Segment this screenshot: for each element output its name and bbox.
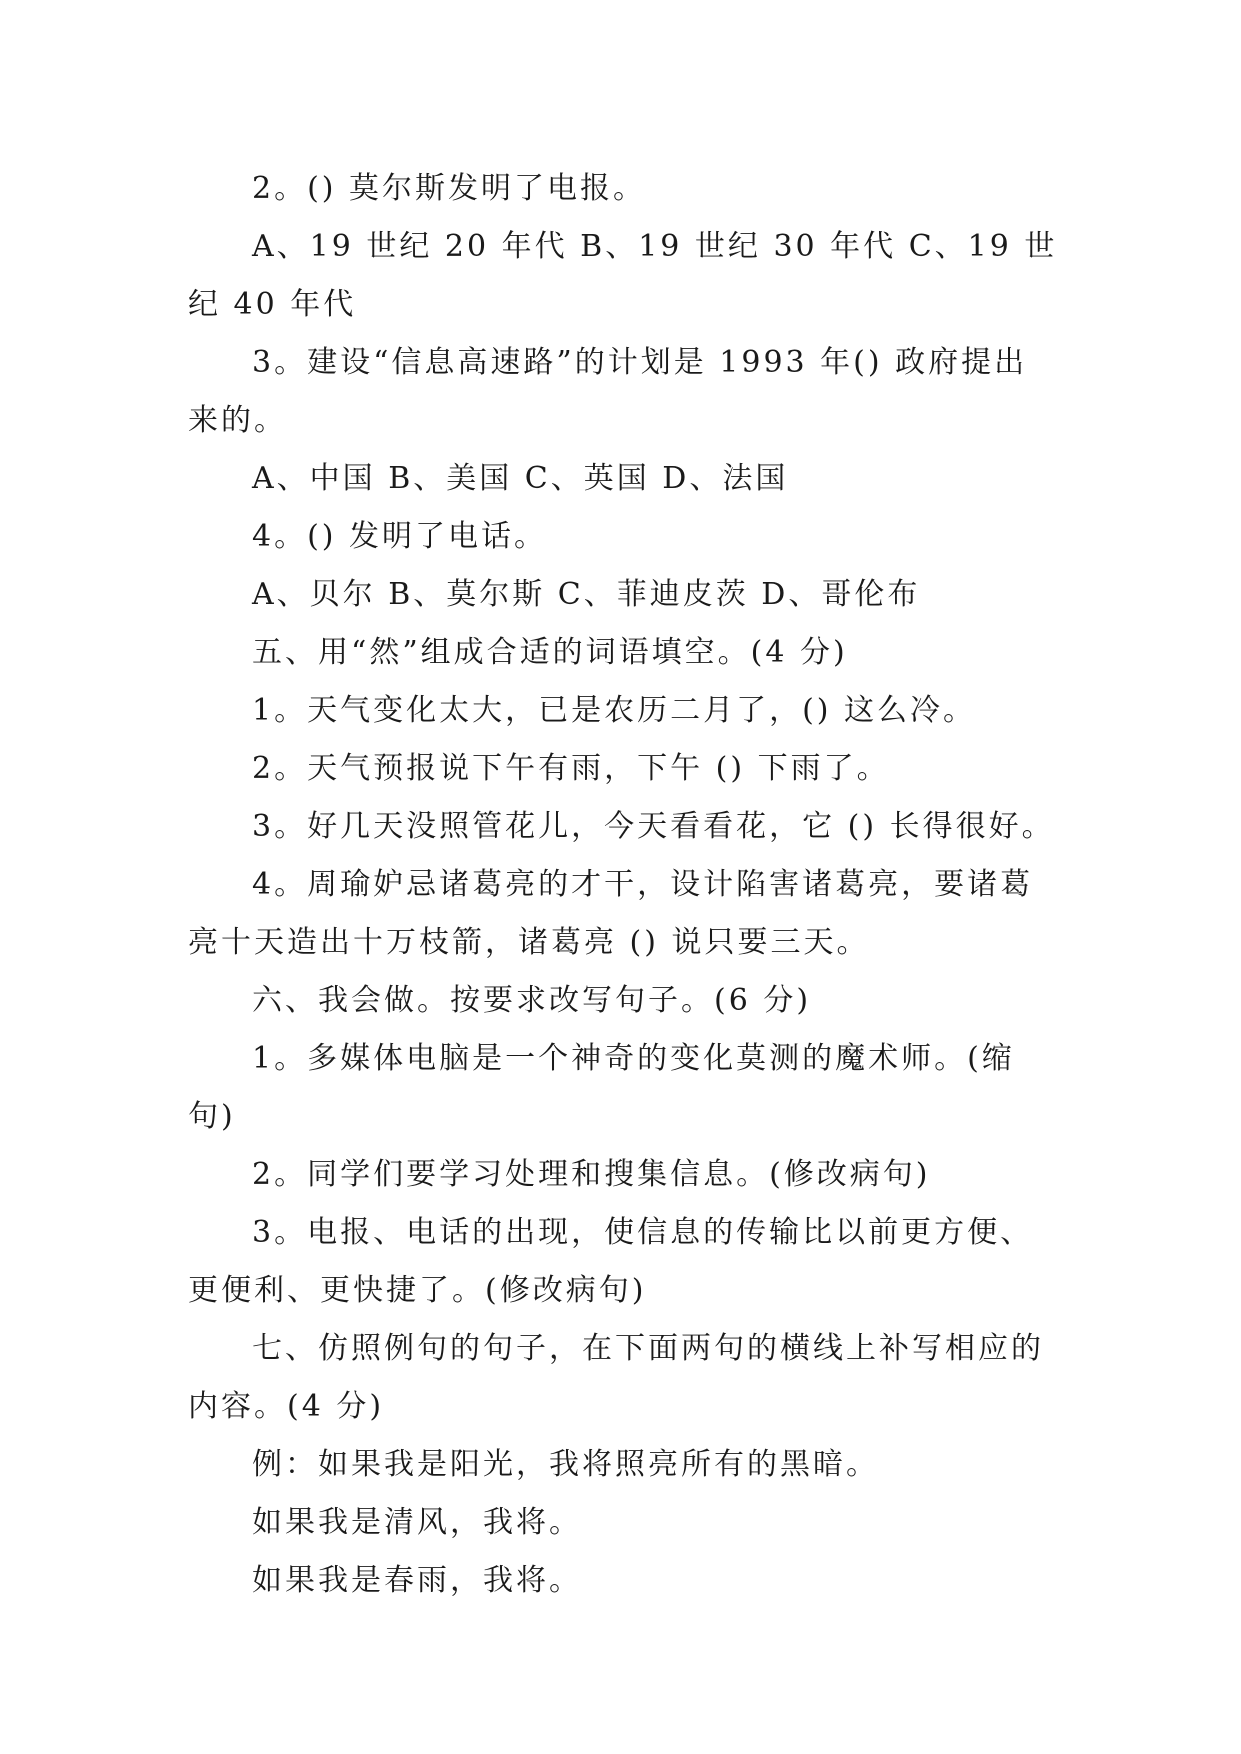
question-3-options: A、中国 B、美国 C、英国 D、法国 (252, 461, 789, 496)
question-2-options: A、19 世纪 20 年代 B、19 世纪 30 年代 C、19 世纪 40 年代 (188, 229, 1058, 322)
section-5-item-4: 4。周瑜妒忌诸葛亮的才干，设计陷害诸葛亮，要诸葛亮十天造出十万枝箭，诸葛亮 () 说只要三天。 (188, 867, 1034, 960)
question-2-stem: 2。() 莫尔斯发明了电报。 (252, 171, 647, 206)
section-6-item-3: 3。电报、电话的出现，使信息的传输比以前更方便、更便利、更快捷了。(修改病句) (188, 1215, 1034, 1308)
section-5-item-2: 2。天气预报说下午有雨，下午 () 下雨了。 (252, 751, 890, 786)
section-7-example: 例：如果我是阳光，我将照亮所有的黑暗。 (252, 1447, 879, 1482)
section-6-item-1: 1。多媒体电脑是一个神奇的变化莫测的魔术师。(缩句) (188, 1041, 1015, 1134)
section-6-item-2: 2。同学们要学习处理和搜集信息。(修改病句) (252, 1157, 931, 1192)
question-4-stem: 4。() 发明了电话。 (252, 519, 548, 554)
section-7-item-1: 如果我是清风，我将。 (252, 1505, 582, 1540)
section-5-item-3: 3。好几天没照管花儿，今天看看花，它 () 长得很好。 (252, 809, 1055, 844)
question-3-stem: 3。建设“信息高速路”的计划是 1993 年() 政府提出来的。 (188, 345, 1028, 438)
section-7-heading: 七、仿照例句的句子，在下面两句的横线上补写相应的内容。(4 分) (188, 1331, 1044, 1424)
document-body (188, 160, 1058, 1610)
section-6-heading: 六、我会做。按要求改写句子。(6 分) (252, 983, 812, 1018)
section-7-item-2: 如果我是春雨，我将。 (252, 1563, 582, 1598)
section-5-heading: 五、用“然”组成合适的词语填空。(4 分) (252, 635, 848, 670)
section-5-item-1: 1。天气变化太大，已是农历二月了，() 这么冷。 (252, 693, 977, 728)
question-4-options: A、贝尔 B、莫尔斯 C、菲迪皮茨 D、哥伦布 (252, 577, 921, 612)
